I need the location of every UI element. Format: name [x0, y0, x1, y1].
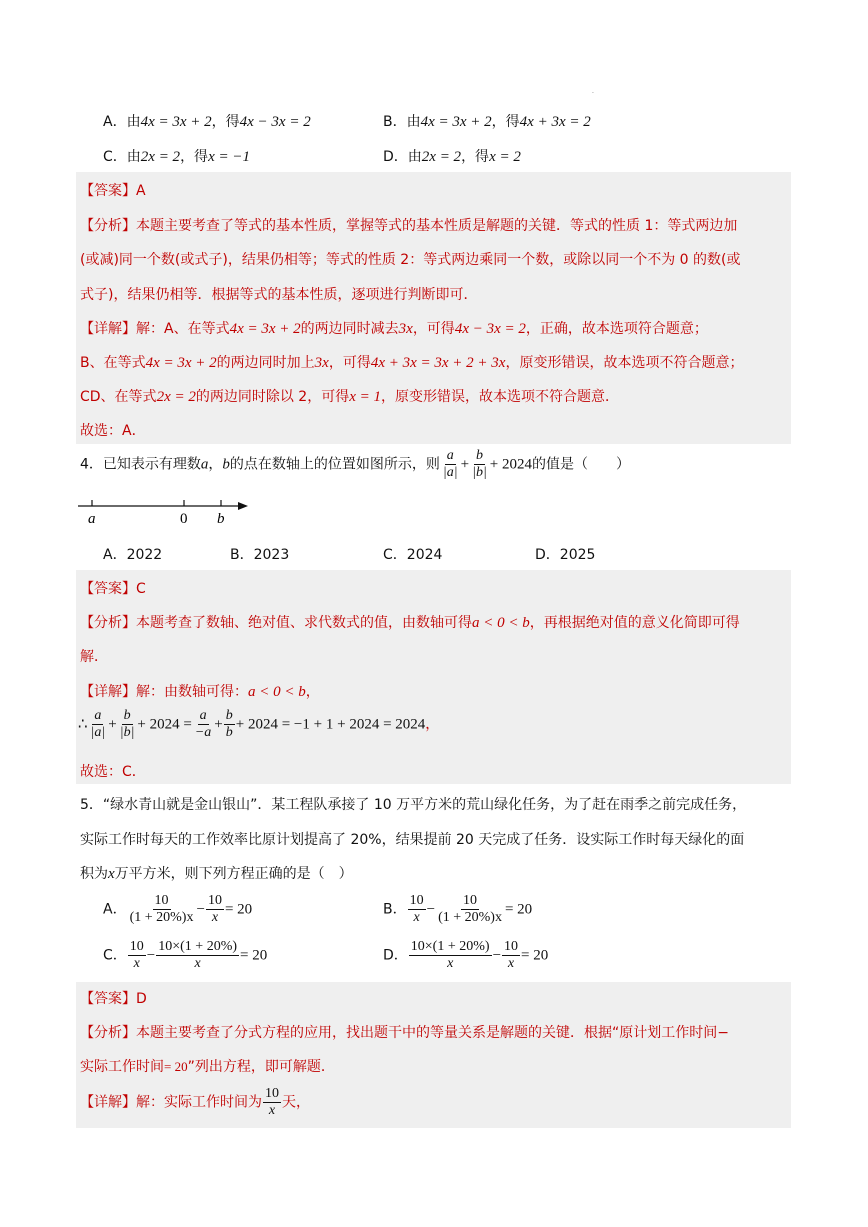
q4-solution-panel	[76, 570, 791, 784]
number-line-arrow-icon	[238, 502, 248, 510]
page-mark: ·	[592, 90, 594, 97]
q3-detail-line2: B、在等式4x = 3x + 2的两边同时加上3x，可得4x + 3x = 3x + 2 + 3x，原变形错误，故本选项不符合题意；	[80, 355, 744, 371]
q3-option-a: A．由4x = 3x + 2，得4x − 3x = 2	[103, 114, 311, 130]
q5-option-c: C． $\frac{10}{x}$ − $\frac{10\times(1 + 20\%)}{x}$ = 20	[103, 939, 268, 971]
q4-stem: 4．已知表示有理数a，b的点在数轴上的位置如图所示，则 $\frac{a}{|a|}$ + $\frac{b}{|b|}$ + 2024的值是（ ）	[80, 448, 631, 480]
q4-frac-b: $\frac{b}{|b|}$	[472, 448, 487, 480]
q5-option-d: D． $\frac{10\times(1 + 20\%)}{x}$ − $\frac{10}{x}$ = 20	[383, 939, 549, 971]
q4-detail-line1: 【详解】解：由数轴可得：a < 0 < b，	[80, 684, 320, 700]
q5-option-b: B． $\frac{10}{x}$ − $\frac{10}{(1 + 20\%)x}$ = 20	[383, 893, 533, 925]
q5-analysis-line2: 实际工作时间= 20”列出方程，即可解题．	[80, 1059, 335, 1075]
q4-conclusion: 故选：C．	[80, 764, 146, 780]
q3-answer: 【答案】A	[80, 183, 146, 199]
q4-number-line	[76, 494, 256, 528]
q3-option-c: C．由2x = 2，得x = −1	[103, 149, 250, 165]
q4-analysis-line2: 解．	[80, 649, 108, 665]
q5-stem-line1: 5．“绿水青山就是金山银山”．某工程队承接了 10 万平方米的荒山绿化任务，为了赶在雨季之前完成任务，	[80, 797, 747, 813]
q4-answer: 【答案】C	[80, 581, 146, 597]
q5-option-a: A． $\frac{10}{(1 + 20\%)x}$ − $\frac{10}{x}$ = 20	[103, 893, 253, 925]
q5-detail-line1: 【详解】解：实际工作时间为 $\frac{10}{x}$ 天，	[80, 1086, 310, 1118]
q3-analysis-line1: 【分析】本题主要考查了等式的基本性质，掌握等式的基本性质是解题的关键．等式的性质 1：等式两边加	[80, 218, 738, 234]
q5-answer: 【答案】D	[80, 991, 147, 1007]
label-a: a	[88, 511, 96, 527]
label-zero: 0	[180, 511, 188, 527]
label-b: b	[217, 511, 225, 527]
q3-option-d: D．由2x = 2，得x = 2	[383, 149, 521, 165]
q4-option-a: A．2022	[103, 547, 163, 563]
q3-detail-line3: CD、在等式2x = 2的两边同时除以 2，可得x = 1，原变形错误，故本选项不符合题意．	[80, 389, 619, 405]
q4-option-d: D．2025	[535, 547, 596, 563]
q3-option-b: B．由4x = 3x + 2，得4x + 3x = 2	[383, 114, 591, 130]
q4-analysis-line1: 【分析】本题考查了数轴、绝对值、求代数式的值，由数轴可得a < 0 < b，再根据绝对值的意义化简即可得	[80, 615, 740, 631]
q4-detail-equation: ∴ $\frac{a}{|a|}$ + $\frac{b}{|b|}$ + 2024 = $\frac{a}{-a}$ + $\frac{b}{b}$ + 2024 = −1 + 1 + 2024 = 2024，	[78, 708, 440, 740]
q3-analysis-line2: (或减)同一个数(或式子)，结果仍相等；等式的性质 2：等式两边乘同一个数，或除以同一个不为 0 的数(或	[80, 252, 741, 268]
q3-detail-line1: 【详解】解：A、在等式4x = 3x + 2的两边同时减去3x，可得4x − 3x = 2，正确，故本选项符合题意；	[80, 321, 708, 337]
q3-conclusion: 故选：A．	[80, 423, 146, 439]
q3-analysis-line3: 式子)，结果仍相等．根据等式的基本性质，逐项进行判断即可．	[80, 287, 478, 303]
q4-option-c: C．2024	[383, 547, 443, 563]
q5-stem-line3: 积为x万平方米，则下列方程正确的是（ ）	[80, 866, 353, 882]
q5-stem-line2: 实际工作时每天的工作效率比原计划提高了 20%，结果提前 20 天完成了任务．设实际工作时每天绿化的面	[80, 832, 745, 848]
q4-option-b: B．2023	[230, 547, 290, 563]
q4-frac-a: $\frac{a}{|a|}$	[442, 448, 458, 480]
q5-analysis-line1: 【分析】本题主要考查了分式方程的应用，找出题干中的等量关系是解题的关键．根据“原计划工作时间−	[80, 1025, 729, 1041]
